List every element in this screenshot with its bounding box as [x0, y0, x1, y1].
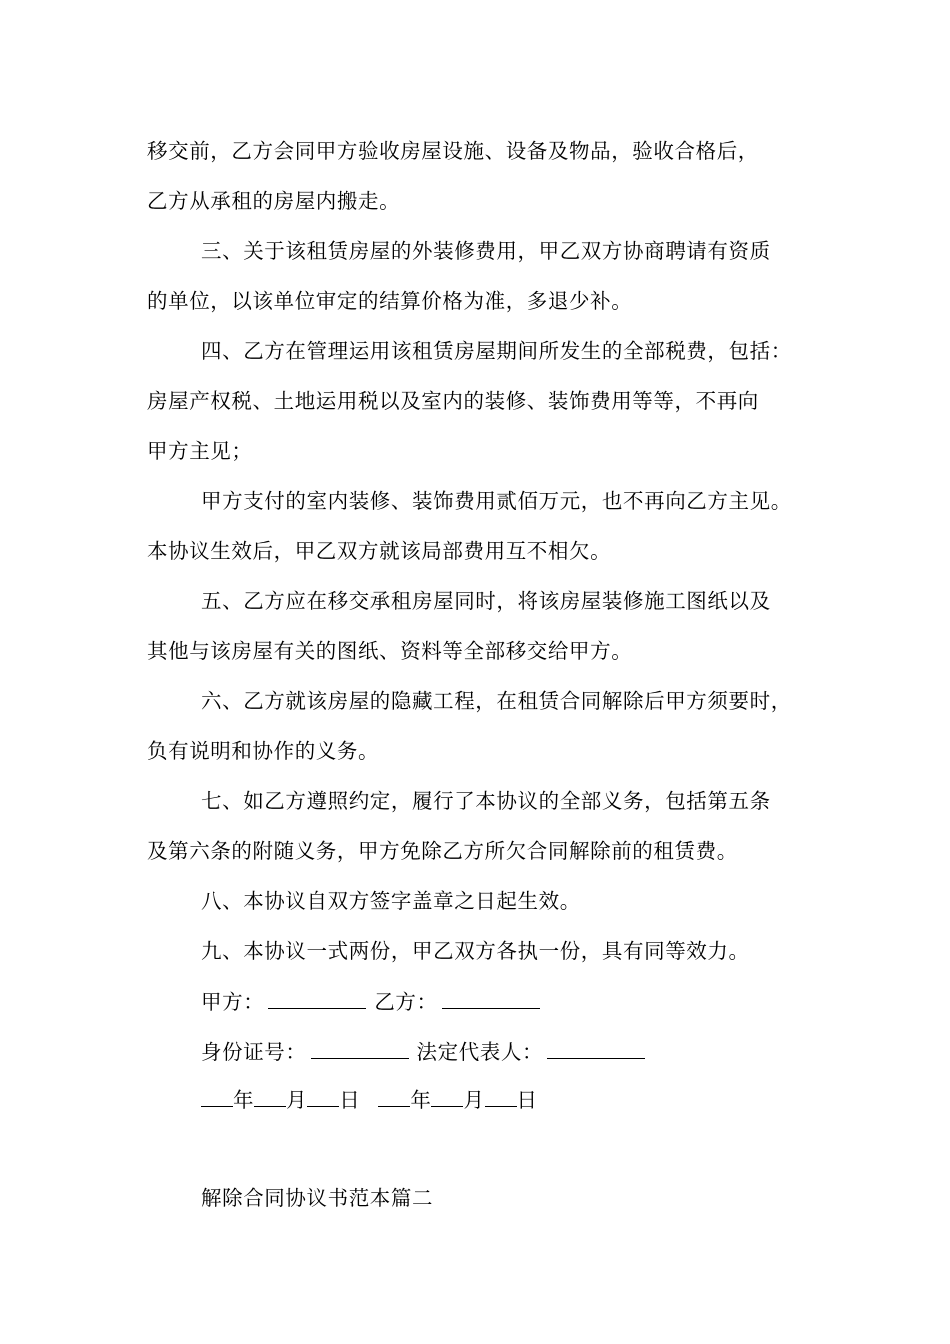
- year-label-b: 年: [410, 1088, 432, 1112]
- day-label-a: 日: [339, 1088, 361, 1112]
- legal-rep-label: 法定代表人：: [416, 1040, 544, 1064]
- id-number-label: 身份证号：: [201, 1040, 307, 1064]
- legal-rep-blank: [547, 1036, 645, 1059]
- party-a-signature-blank: [268, 986, 366, 1009]
- party-a-label: 甲方：: [201, 990, 265, 1014]
- text-line: 及第六条的附随义务，甲方免除乙方所欠合同解除前的租赁费。: [147, 839, 738, 863]
- text-line: 五、乙方应在移交承租房屋同时，将该房屋装修施工图纸以及: [201, 589, 771, 613]
- year-label-a: 年: [233, 1088, 255, 1112]
- party-b-signature-blank: [442, 986, 540, 1009]
- text-line: 乙方从承租的房屋内搬走。: [147, 189, 401, 213]
- text-line: 负有说明和协作的义务。: [147, 739, 380, 763]
- text-line: 七、如乙方遵照约定，履行了本协议的全部义务，包括第五条: [201, 789, 771, 813]
- text-line: 八、本协议自双方签字盖章之日起生效。: [201, 889, 581, 913]
- text-line: 六、乙方就该房屋的隐藏工程，在租赁合同解除后甲方须要时，: [201, 689, 792, 713]
- section-title: 解除合同协议书范本篇二: [201, 1186, 434, 1210]
- signature-date-row: [201, 1084, 538, 1115]
- day-blank-a: [307, 1084, 339, 1107]
- month-blank-a: [254, 1084, 286, 1107]
- party-b-label: 乙方：: [374, 990, 438, 1014]
- text-line: 的单位，以该单位审定的结算价格为准，多退少补。: [147, 289, 633, 313]
- text-line: 甲方支付的室内装修、装饰费用贰佰万元，也不再向乙方主见。: [201, 489, 792, 513]
- text-line: 四、乙方在管理运用该租赁房屋期间所发生的全部税费，包括：: [201, 339, 792, 363]
- month-label-b: 月: [463, 1088, 485, 1112]
- text-line: 房屋产权税、土地运用税以及室内的装修、装饰费用等等，不再向: [147, 389, 759, 413]
- day-blank-b: [485, 1084, 517, 1107]
- text-line: 移交前，乙方会同甲方验收房屋设施、设备及物品，验收合格后，: [147, 139, 759, 163]
- day-label-b: 日: [516, 1088, 538, 1112]
- signature-id-row: [201, 1036, 653, 1067]
- signature-parties-row: [201, 986, 548, 1017]
- month-blank-b: [431, 1084, 463, 1107]
- id-number-blank: [311, 1036, 409, 1059]
- text-line: 本协议生效后，甲乙双方就该局部费用互不相欠。: [147, 539, 612, 563]
- text-line: 甲方主见；: [147, 439, 253, 463]
- text-line: 九、本协议一式两份，甲乙双方各执一份，具有同等效力。: [201, 939, 750, 963]
- month-label-a: 月: [286, 1088, 308, 1112]
- year-blank-b: [378, 1084, 410, 1107]
- text-line: 其他与该房屋有关的图纸、资料等全部移交给甲方。: [147, 639, 633, 663]
- text-line: 三、关于该租赁房屋的外装修费用，甲乙双方协商聘请有资质: [201, 239, 771, 263]
- year-blank-a: [201, 1084, 233, 1107]
